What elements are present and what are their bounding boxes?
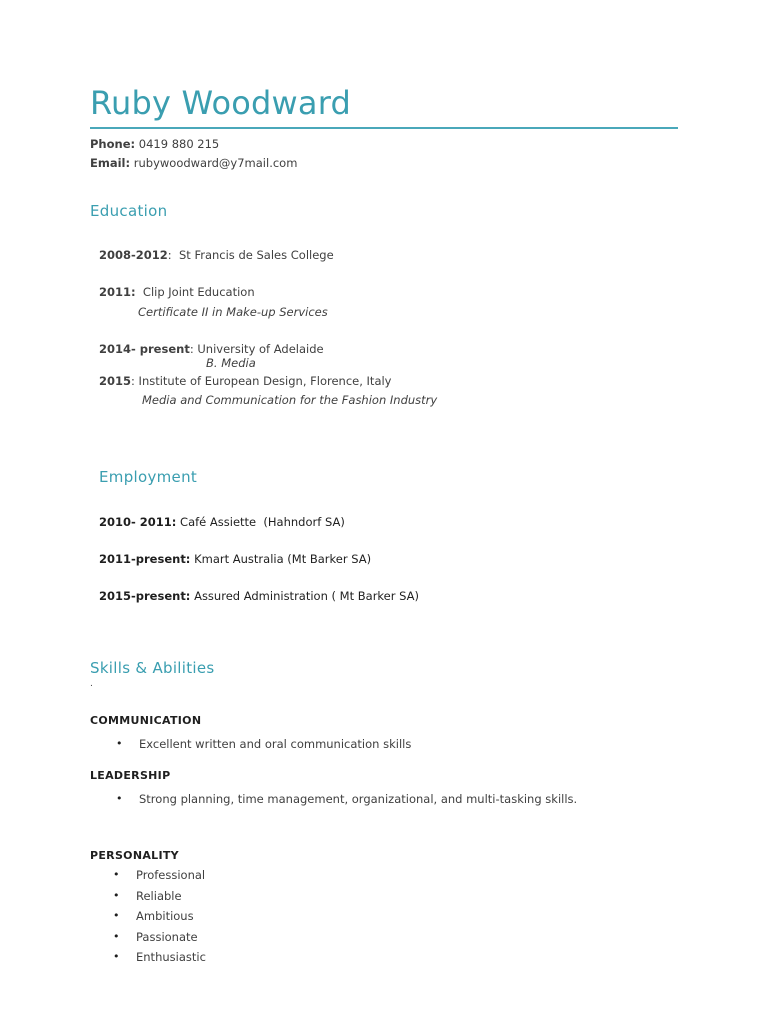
employment-years: 2015-present:	[99, 589, 191, 603]
employment-entry	[99, 515, 345, 529]
education-detail: Clip Joint Education	[135, 285, 255, 299]
phone-value: 0419 880 215	[138, 137, 220, 151]
employment-years: 2010- 2011:	[99, 515, 177, 529]
bullet-icon: •	[113, 930, 120, 943]
education-entry	[99, 374, 392, 388]
list-item: Ambitious	[136, 909, 194, 923]
bullet-icon: •	[113, 889, 120, 902]
education-entry	[99, 248, 334, 262]
list-item: Reliable	[136, 889, 182, 903]
employment-heading: Employment	[99, 468, 198, 486]
education-qualification: B. Media	[206, 356, 256, 370]
skills-heading: Skills & Abilities	[90, 659, 215, 677]
employment-detail: Kmart Australia (Mt Barker SA)	[190, 552, 372, 566]
employment-years: 2011-present:	[99, 552, 191, 566]
education-sep: :	[189, 342, 194, 356]
education-entry	[99, 342, 324, 356]
list-item: Passionate	[136, 930, 198, 944]
personality-label: PERSONALITY	[90, 849, 179, 862]
list-item: Excellent written and oral communication skills	[139, 737, 412, 751]
education-sep: :	[167, 248, 172, 262]
email-line	[90, 156, 297, 170]
education-years: 2011:	[99, 285, 136, 299]
candidate-name: Ruby Woodward	[90, 84, 352, 122]
phone-line	[90, 137, 219, 151]
employment-entry	[99, 552, 371, 566]
education-sep: :	[131, 374, 135, 388]
bullet-icon: •	[113, 909, 120, 922]
phone-label: Phone:	[90, 137, 136, 151]
employment-entry	[99, 589, 419, 603]
email-label: Email:	[90, 156, 131, 170]
education-qualification: Certificate II in Make-up Services	[138, 305, 328, 319]
education-years: 2015	[99, 374, 132, 388]
education-heading: Education	[90, 202, 168, 220]
list-item: Professional	[136, 868, 206, 882]
education-years: 2014- present	[99, 342, 190, 356]
bullet-icon: •	[113, 950, 120, 963]
education-qualification: Media and Communication for the Fashion Industry	[142, 393, 438, 407]
education-years: 2008-2012	[99, 248, 168, 262]
communication-label: COMMUNICATION	[90, 714, 202, 727]
email-value: rubywoodward@y7mail.com	[133, 156, 298, 170]
leadership-label: LEADERSHIP	[90, 769, 171, 782]
bullet-icon: •	[116, 792, 123, 805]
education-detail: Institute of European Design, Florence, Italy	[134, 374, 392, 388]
list-item: Strong planning, time management, organizational, and multi-tasking skills.	[139, 792, 578, 806]
education-detail: St Francis de Sales College	[171, 248, 334, 262]
stray-dot: .	[90, 679, 93, 689]
list-item: Enthusiastic	[136, 950, 206, 964]
header-divider	[90, 127, 678, 129]
bullet-icon: •	[113, 868, 120, 881]
bullet-icon: •	[116, 737, 123, 750]
education-detail: University of Adelaide	[193, 342, 324, 356]
employment-detail: Café Assiette (Hahndorf SA)	[176, 515, 345, 529]
education-entry	[99, 285, 255, 299]
employment-detail: Assured Administration ( Mt Barker SA)	[190, 589, 419, 603]
